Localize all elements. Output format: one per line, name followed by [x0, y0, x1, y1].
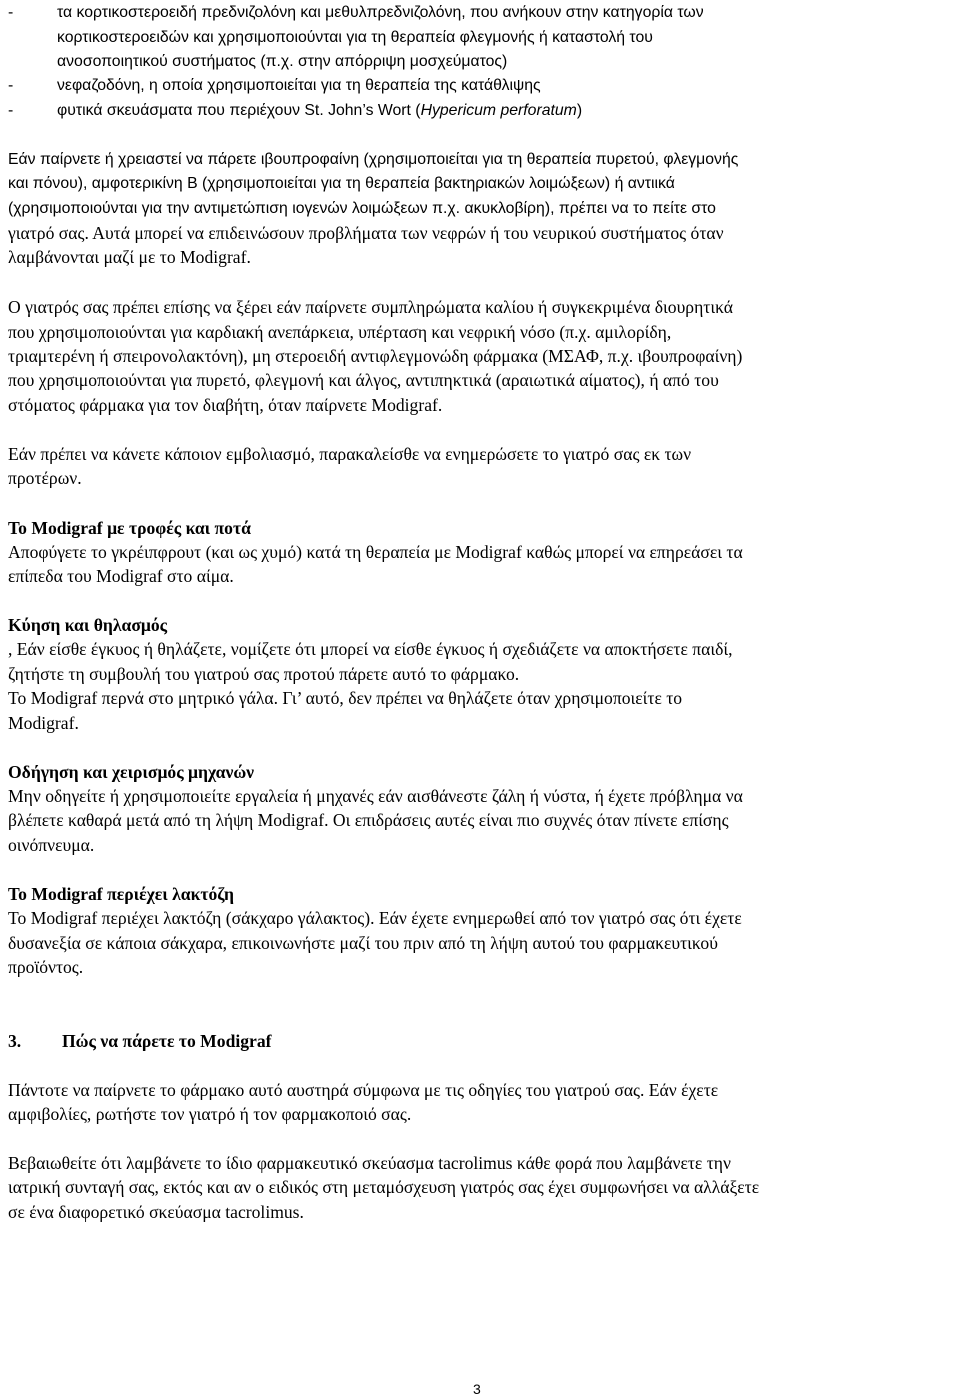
bullet-dash: -: [8, 102, 14, 119]
food-line-1: Αποφύγετε το γκρέιπφρουτ (και ως χυμό) κατά τη θεραπεία με Modigraf καθώς μπορεί να επηρεάσει τα: [8, 542, 743, 562]
ibuprofen-line-3: (χρησιμοποιούνται για την αντιμετώπιση ιογενών λοιμώξεων π.χ. ακυκλοβίρη), πρέπει να το πείτε στο: [8, 200, 716, 217]
ibuprofen-line-5: λαμβάνονται μαζί με το Modigraf.: [8, 247, 251, 267]
section-number: 3.: [8, 1031, 22, 1051]
lactose-line-1: Το Modigraf περιέχει λακτόζη (σάκχαρο γάλακτος). Εάν έχετε ενημερωθεί από τον γιατρό σας ότι έχετε: [8, 908, 742, 928]
vaccination-line-1: Εάν πρέπει να κάνετε κάποιον εμβολιασμό, παρακαλείσθε να ενημερώσετε το γιατρό σας εκ των: [8, 444, 692, 464]
driving-line-3: οινόπνευμα.: [8, 835, 95, 855]
bullet-dash: -: [8, 77, 14, 94]
potassium-line-3: τριαμτερένη ή σπειρονολακτόνη), μη στεροειδή αντιφλεγμονώδη φάρμακα (ΜΣΑΦ, π.χ. ιβουπροφαίνη): [8, 346, 743, 366]
lactose-line-2: δυσανεξία σε κάποια σάκχαρα, επικοινωνήστε μαζί του πριν από τη λήψη αυτού του φαρμακευτικού: [8, 933, 718, 953]
potassium-line-1: Ο γιατρός σας πρέπει επίσης να ξέρει εάν παίρνετε συμπληρώματα καλίου ή συγκεκριμένα διουρητικά: [8, 297, 734, 317]
lactose-line-3: προϊόντος.: [8, 957, 84, 977]
pregnancy-line-3: Το Modigraf περνά στο μητρικό γάλα. Γι’ αυτό, δεν πρέπει να θηλάζετε όταν χρησιμοποιείτε το: [8, 688, 683, 708]
how-to-take-line-2: αμφιβολίες, ρωτήστε τον γιατρό ή τον φαρμακοποιό σας.: [8, 1104, 412, 1124]
latin-name: Hypericum perforatum: [420, 102, 577, 119]
bullet-1-line-2: κορτικοστεροειδών και χρησιμοποιούνται για τη θεραπεία φλεγμονής ή καταστολή του: [57, 29, 653, 46]
driving-line-2: βλέπετε καθαρά μετά από τη λήψη Modigraf. Οι επιδράσεις αυτές είναι πιο συχνές όταν πίνετε επίσης: [8, 810, 729, 830]
page-number: 3: [473, 1381, 481, 1397]
ibuprofen-line-4: γιατρό σας. Αυτά μπορεί να επιδεινώσουν προβλήματα των νεφρών ή του νευρικού συστήματος όταν: [8, 223, 724, 243]
bullet-dash: -: [8, 4, 14, 21]
pregnancy-line-2: ζητήστε τη συμβουλή του γιατρού σας προτού πάρετε αυτό το φάρμακο.: [8, 664, 520, 684]
tacrolimus-line-1: Βεβαιωθείτε ότι λαμβάνετε το ίδιο φαρμακευτικό σκεύασμα tacrolimus κάθε φορά που λαμβάνετε την: [8, 1153, 731, 1173]
bullet-2: νεφαζοδόνη, η οποία χρησιμοποιείται για τη θεραπεία της κατάθλιψης: [57, 77, 541, 94]
pregnancy-line-4: Modigraf.: [8, 713, 79, 733]
ibuprofen-line-2: και πόνου), αμφοτερικίνη Β (χρησιμοποιείται για τη θεραπεία βακτηριακών λοιμώξεων) ή αντιικά: [8, 175, 675, 192]
pregnancy-heading: Κύηση και θηλασμός: [8, 615, 168, 635]
ibuprofen-line-1: Εάν παίρνετε ή χρειαστεί να πάρετε ιβουπροφαίνη (χρησιμοποιείται για τη θεραπεία πυρετού, φλεγμονής: [8, 151, 739, 168]
bullet-3: φυτικά σκευάσματα που περιέχουν St. John’s Wort (Hypericum perforatum): [57, 102, 583, 119]
lactose-heading: Το Modigraf περιέχει λακτόζη: [8, 884, 234, 904]
driving-heading: Οδήγηση και χειρισμός μηχανών: [8, 762, 255, 782]
section-heading: Πώς να πάρετε το Modigraf: [62, 1031, 272, 1051]
how-to-take-line-1: Πάντοτε να παίρνετε το φάρμακο αυτό αυστηρά σύμφωνα με τις οδηγίες του γιατρού σας. Εάν έχετε: [8, 1080, 719, 1100]
bullet-1-line-3: ανοσοποιητικού συστήματος (π.χ. στην απόρριψη μοσχεύματος): [57, 53, 508, 70]
tacrolimus-line-3: σε ένα διαφορετικό σκεύασμα tacrolimus.: [8, 1202, 304, 1222]
bullet-1-line-1: τα κορτικοστεροειδή πρεδνιζολόνη και μεθυλπρεδνιζολόνη, που ανήκουν στην κατηγορία των: [57, 4, 704, 21]
driving-line-1: Μην οδηγείτε ή χρησιμοποιείτε εργαλεία ή μηχανές εάν αισθάνεστε ζάλη ή νύστα, ή έχετε πρόβλημα να: [8, 786, 743, 806]
vaccination-line-2: προτέρων.: [8, 468, 82, 488]
potassium-line-5: στόματος φάρμακα για τον διαβήτη, όταν παίρνετε Modigraf.: [8, 395, 443, 415]
food-heading: Το Modigraf με τροφές και ποτά: [8, 518, 251, 538]
food-line-2: επίπεδα του Modigraf στο αίμα.: [8, 566, 234, 586]
tacrolimus-line-2: ιατρική συνταγή σας, εκτός και αν ο ειδικός στη μεταμόσχευση γιατρός σας έχει συμφωνήσει να αλλάξετε: [8, 1177, 760, 1197]
potassium-line-4: που χρησιμοποιούνται για πυρετό, φλεγμονή και άλγος, αντιπηκτικά (αραιωτικά αίματος), ή από του: [8, 370, 719, 390]
pregnancy-line-1: , Εάν είσθε έγκυος ή θηλάζετε, νομίζετε ότι μπορεί να είσθε έγκυος ή σχεδιάζετε να αποκτήσετε παιδί,: [8, 639, 733, 659]
potassium-line-2: που χρησιμοποιούνται για καρδιακή ανεπάρκεια, υπέρταση και νεφρική νόσο (π.χ. αμιλορίδη,: [8, 322, 672, 342]
